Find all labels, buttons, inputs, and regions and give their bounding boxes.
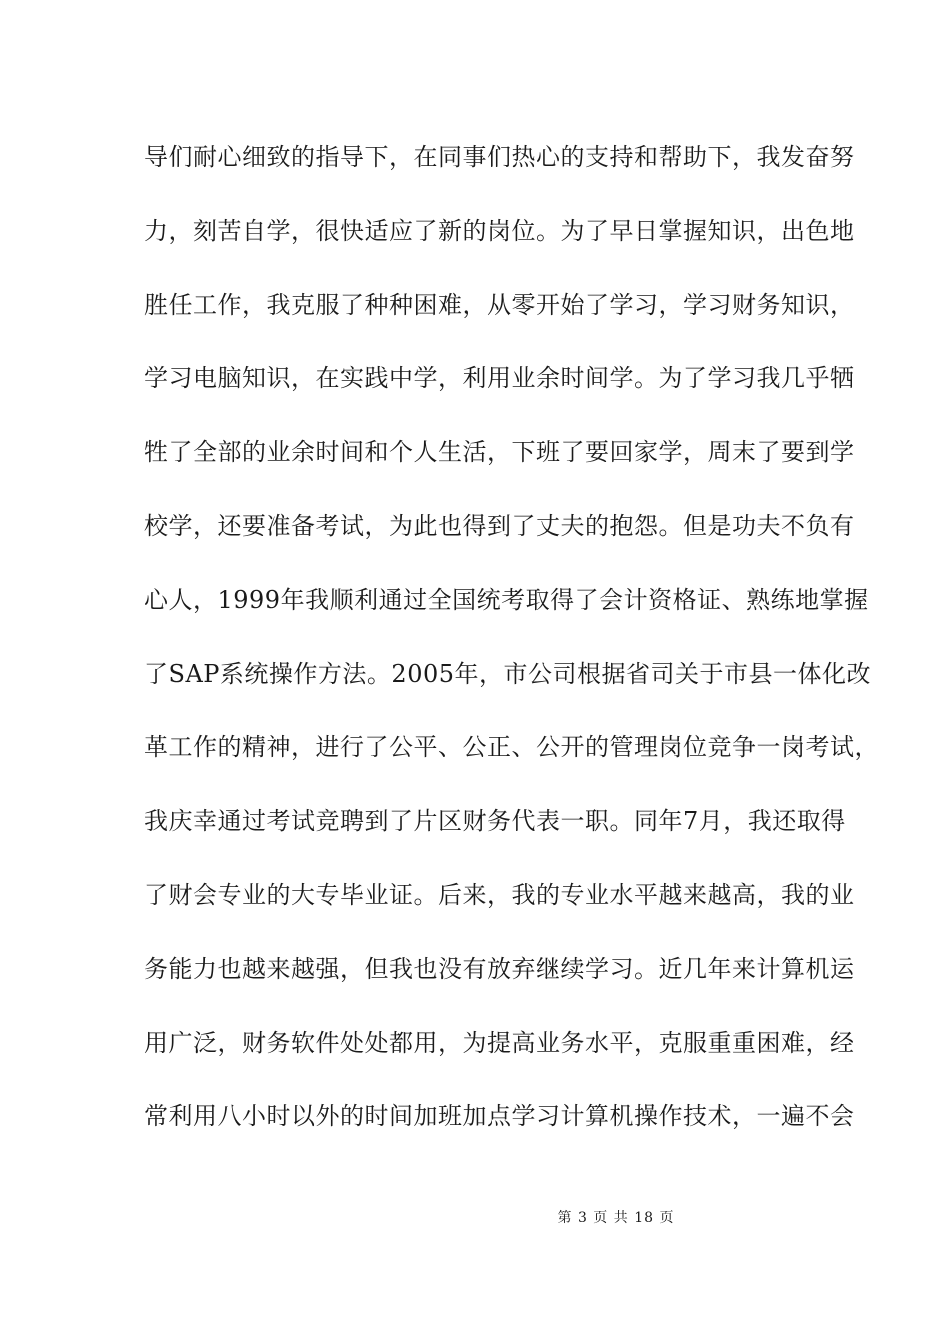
text-line: 校学，还要准备考试，为此也得到了丈夫的抱怨。但是功夫不负有 bbox=[144, 511, 855, 540]
page-number: 第 3 页 共 18 页 bbox=[557, 1210, 675, 1226]
text-line: 导们耐心细致的指导下，在同事们热心的支持和帮助下，我发奋努 bbox=[144, 143, 855, 171]
body-text bbox=[144, 137, 879, 1170]
text-line: 务能力也越来越强，但我也没有放弃继续学习。近几年来计算机运 bbox=[144, 954, 855, 983]
text-line: 了SAP系统操作方法。2005年，市公司根据省司关于市县一体化改 bbox=[144, 659, 871, 688]
text-line: 我庆幸通过考试竞聘到了片区财务代表一职。同年7月，我还取得 bbox=[144, 807, 846, 836]
text-line: 学习电脑知识，在实践中学，利用业余时间学。为了学习我几乎牺 bbox=[144, 364, 855, 393]
text-line: 用广泛，财务软件处处都用，为提高业务水平，克服重重困难，经 bbox=[144, 1028, 855, 1057]
text-line: 力，刻苦自学，很快适应了新的岗位。为了早日掌握知识，出色地 bbox=[144, 216, 855, 245]
page-footer bbox=[0, 1208, 950, 1228]
text-line: 胜任工作，我克服了种种困难，从零开始了学习，学习财务知识， bbox=[144, 290, 855, 319]
text-line: 常利用八小时以外的时间加班加点学习计算机操作技术，一遍不会 bbox=[144, 1102, 855, 1131]
text-line: 革工作的精神，进行了公平、公正、公开的管理岗位竞争一岗考试， bbox=[144, 733, 879, 762]
text-line: 牲了全部的业余时间和个人生活，下班了要回家学，周末了要到学 bbox=[144, 438, 855, 467]
text-line: 心人，1999年我顺利通过全国统考取得了会计资格证、熟练地掌握 bbox=[144, 585, 869, 614]
text-line: 了财会专业的大专毕业证。后来，我的专业水平越来越高，我的业 bbox=[144, 880, 855, 909]
